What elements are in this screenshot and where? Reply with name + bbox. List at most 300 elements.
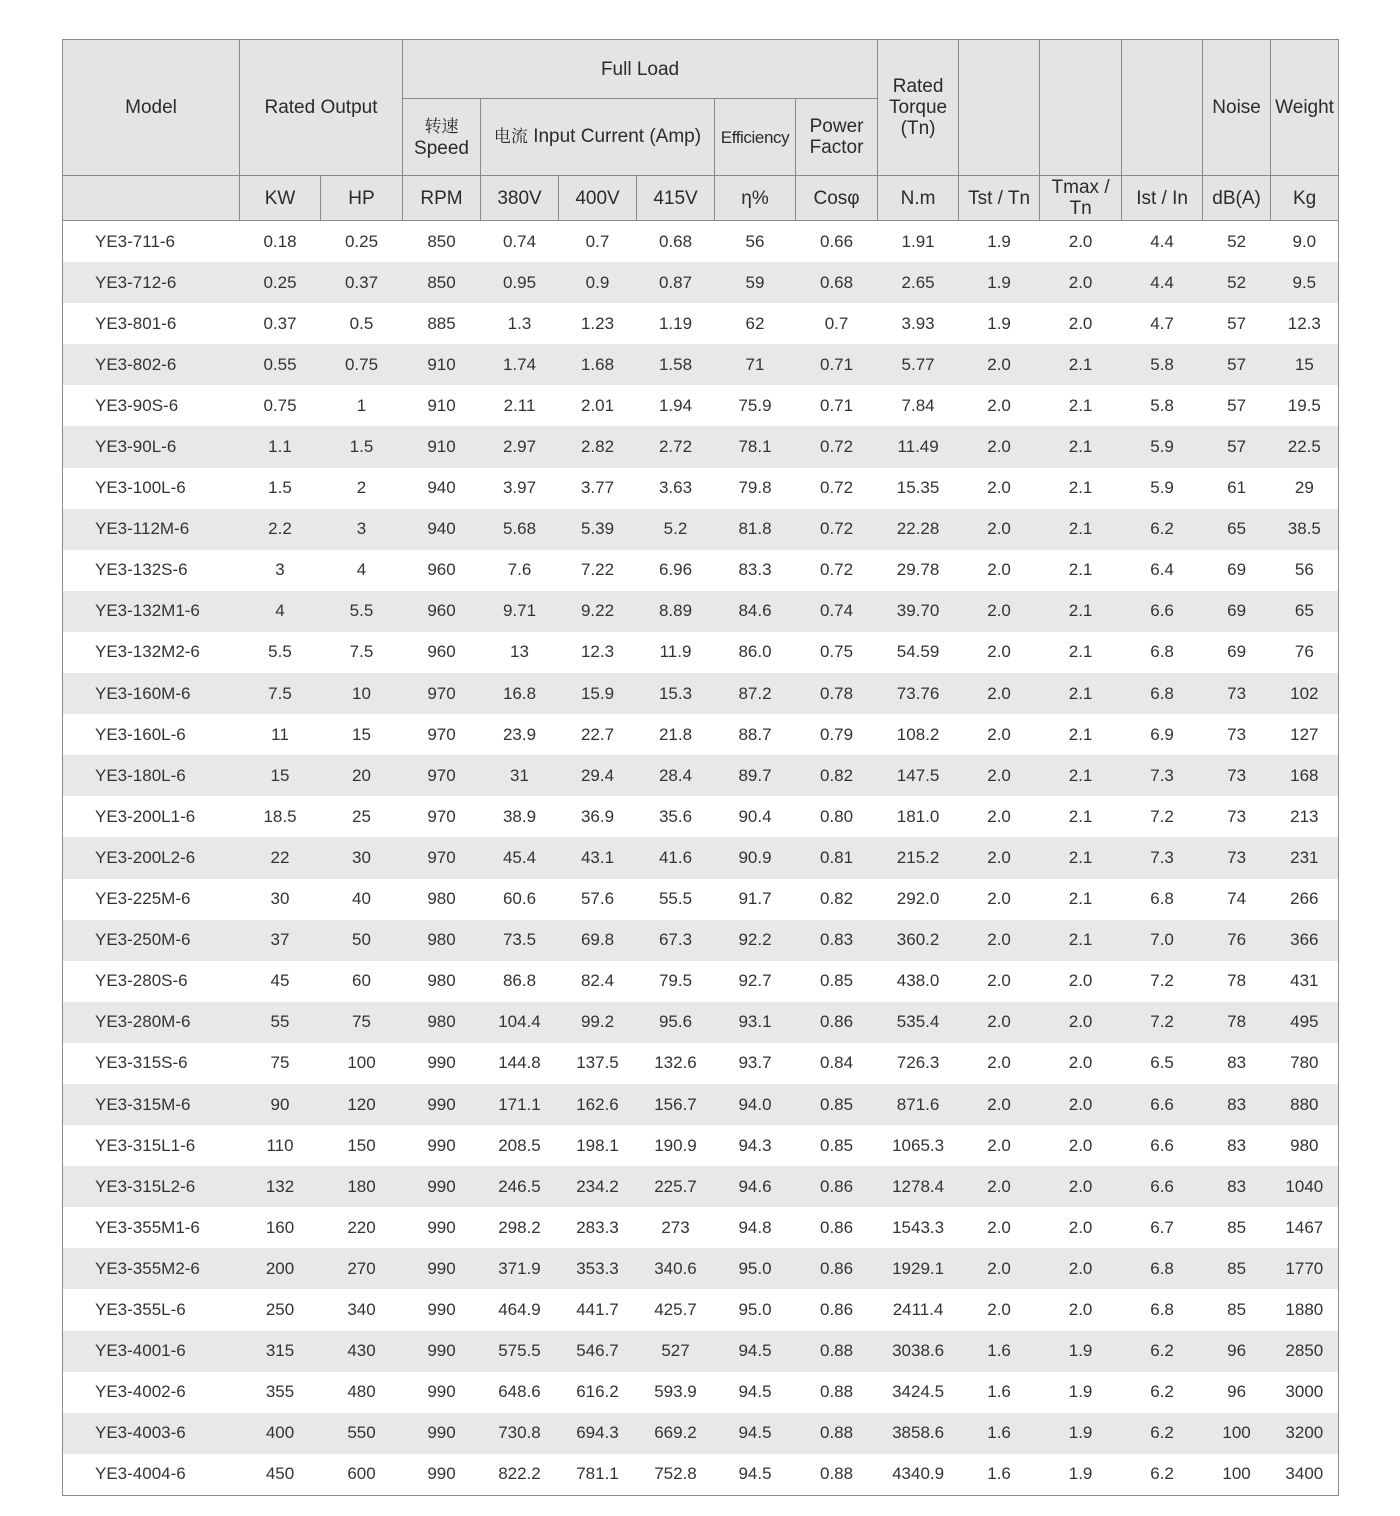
cell-model: YE3-132M1-6 bbox=[63, 591, 240, 632]
cell-current-400v: 441.7 bbox=[559, 1289, 637, 1330]
cell-rated-torque: 108.2 bbox=[878, 714, 959, 755]
header-blank-tst bbox=[959, 40, 1040, 176]
cell-efficiency: 86.0 bbox=[715, 632, 796, 673]
cell-current-380v: 0.95 bbox=[481, 262, 559, 303]
cell-noise: 73 bbox=[1203, 796, 1271, 837]
cell-kw: 315 bbox=[240, 1331, 321, 1372]
table-row bbox=[63, 221, 1339, 263]
cell-efficiency: 56 bbox=[715, 221, 796, 263]
unit-380v: 380V bbox=[481, 176, 559, 221]
cell-hp: 1.5 bbox=[321, 426, 403, 467]
cell-model: YE3-280M-6 bbox=[63, 1002, 240, 1043]
cell-rpm: 970 bbox=[403, 673, 481, 714]
cell-kw: 5.5 bbox=[240, 632, 321, 673]
cell-current-380v: 31 bbox=[481, 755, 559, 796]
unit-ist-in: Ist / In bbox=[1122, 176, 1203, 221]
cell-weight: 980 bbox=[1271, 1125, 1339, 1166]
header-blank-ist bbox=[1122, 40, 1203, 176]
table-row bbox=[63, 1043, 1339, 1084]
cell-weight: 168 bbox=[1271, 755, 1339, 796]
cell-power-factor: 0.86 bbox=[796, 1207, 878, 1248]
cell-tst-tn: 2.0 bbox=[959, 632, 1040, 673]
table-row bbox=[63, 1248, 1339, 1289]
cell-rpm: 990 bbox=[403, 1372, 481, 1413]
cell-hp: 0.5 bbox=[321, 303, 403, 344]
cell-current-400v: 1.23 bbox=[559, 303, 637, 344]
cell-rated-torque: 181.0 bbox=[878, 796, 959, 837]
cell-noise: 83 bbox=[1203, 1084, 1271, 1125]
cell-current-400v: 0.9 bbox=[559, 262, 637, 303]
table-row bbox=[63, 1125, 1339, 1166]
table-row bbox=[63, 468, 1339, 509]
cell-current-415v: 35.6 bbox=[637, 796, 715, 837]
cell-rpm: 990 bbox=[403, 1043, 481, 1084]
unit-rpm: RPM bbox=[403, 176, 481, 221]
cell-tmax-tn: 2.1 bbox=[1040, 920, 1122, 961]
cell-hp: 340 bbox=[321, 1289, 403, 1330]
table-row bbox=[63, 262, 1339, 303]
table-row bbox=[63, 1454, 1339, 1496]
header-model: Model bbox=[63, 40, 240, 176]
cell-tmax-tn: 2.1 bbox=[1040, 632, 1122, 673]
cell-rpm: 970 bbox=[403, 755, 481, 796]
cell-weight: 266 bbox=[1271, 879, 1339, 920]
table-row bbox=[63, 344, 1339, 385]
cell-current-380v: 104.4 bbox=[481, 1002, 559, 1043]
cell-power-factor: 0.88 bbox=[796, 1454, 878, 1496]
table-row bbox=[63, 632, 1339, 673]
cell-power-factor: 0.71 bbox=[796, 344, 878, 385]
cell-ist-in: 6.4 bbox=[1122, 550, 1203, 591]
cell-noise: 73 bbox=[1203, 837, 1271, 878]
cell-current-380v: 822.2 bbox=[481, 1454, 559, 1496]
cell-tmax-tn: 2.0 bbox=[1040, 221, 1122, 263]
cell-current-380v: 7.6 bbox=[481, 550, 559, 591]
cell-tst-tn: 1.6 bbox=[959, 1413, 1040, 1454]
cell-current-400v: 781.1 bbox=[559, 1454, 637, 1496]
cell-model: YE3-355M2-6 bbox=[63, 1248, 240, 1289]
cell-tmax-tn: 2.0 bbox=[1040, 1084, 1122, 1125]
cell-current-415v: 190.9 bbox=[637, 1125, 715, 1166]
cell-hp: 75 bbox=[321, 1002, 403, 1043]
cell-tmax-tn: 2.0 bbox=[1040, 1002, 1122, 1043]
header-full-load: Full Load bbox=[403, 40, 878, 99]
header-efficiency: Efficiency bbox=[715, 99, 796, 176]
cell-model: YE3-160L-6 bbox=[63, 714, 240, 755]
cell-model: YE3-315M-6 bbox=[63, 1084, 240, 1125]
cell-current-380v: 246.5 bbox=[481, 1166, 559, 1207]
cell-tst-tn: 2.0 bbox=[959, 879, 1040, 920]
cell-current-415v: 28.4 bbox=[637, 755, 715, 796]
header-power-factor bbox=[796, 99, 878, 176]
motor-spec-table bbox=[62, 39, 1339, 1496]
cell-model: YE3-315L1-6 bbox=[63, 1125, 240, 1166]
table-row bbox=[63, 1084, 1339, 1125]
cell-efficiency: 94.5 bbox=[715, 1331, 796, 1372]
cell-weight: 9.0 bbox=[1271, 221, 1339, 263]
table-row bbox=[63, 591, 1339, 632]
cell-current-400v: 57.6 bbox=[559, 879, 637, 920]
cell-rpm: 910 bbox=[403, 344, 481, 385]
cell-weight: 1040 bbox=[1271, 1166, 1339, 1207]
cell-current-415v: 0.87 bbox=[637, 262, 715, 303]
table-row bbox=[63, 1166, 1339, 1207]
cell-kw: 450 bbox=[240, 1454, 321, 1496]
cell-tmax-tn: 1.9 bbox=[1040, 1454, 1122, 1496]
table-row bbox=[63, 1289, 1339, 1330]
cell-current-400v: 546.7 bbox=[559, 1331, 637, 1372]
cell-rpm: 960 bbox=[403, 591, 481, 632]
cell-kw: 11 bbox=[240, 714, 321, 755]
cell-hp: 120 bbox=[321, 1084, 403, 1125]
cell-current-415v: 41.6 bbox=[637, 837, 715, 878]
cell-current-380v: 3.97 bbox=[481, 468, 559, 509]
cell-efficiency: 92.2 bbox=[715, 920, 796, 961]
cell-rpm: 980 bbox=[403, 961, 481, 1002]
cell-tst-tn: 2.0 bbox=[959, 1248, 1040, 1289]
table-row bbox=[63, 714, 1339, 755]
cell-model: YE3-112M-6 bbox=[63, 509, 240, 550]
cell-tst-tn: 2.0 bbox=[959, 1289, 1040, 1330]
cell-power-factor: 0.82 bbox=[796, 879, 878, 920]
cell-tst-tn: 2.0 bbox=[959, 714, 1040, 755]
cell-noise: 83 bbox=[1203, 1125, 1271, 1166]
cell-ist-in: 6.2 bbox=[1122, 1372, 1203, 1413]
cell-rated-torque: 54.59 bbox=[878, 632, 959, 673]
cell-hp: 7.5 bbox=[321, 632, 403, 673]
cell-hp: 30 bbox=[321, 837, 403, 878]
table-row bbox=[63, 796, 1339, 837]
cell-kw: 22 bbox=[240, 837, 321, 878]
cell-rpm: 990 bbox=[403, 1413, 481, 1454]
cell-tst-tn: 1.9 bbox=[959, 262, 1040, 303]
cell-efficiency: 89.7 bbox=[715, 755, 796, 796]
cell-model: YE3-280S-6 bbox=[63, 961, 240, 1002]
header-weight: Weight bbox=[1271, 40, 1339, 176]
cell-model: YE3-132M2-6 bbox=[63, 632, 240, 673]
cell-kw: 200 bbox=[240, 1248, 321, 1289]
cell-current-400v: 137.5 bbox=[559, 1043, 637, 1084]
cell-power-factor: 0.84 bbox=[796, 1043, 878, 1084]
cell-current-415v: 15.3 bbox=[637, 673, 715, 714]
cell-ist-in: 6.6 bbox=[1122, 1125, 1203, 1166]
cell-model: YE3-200L2-6 bbox=[63, 837, 240, 878]
cell-ist-in: 7.3 bbox=[1122, 837, 1203, 878]
cell-hp: 100 bbox=[321, 1043, 403, 1084]
cell-rated-torque: 5.77 bbox=[878, 344, 959, 385]
cell-efficiency: 83.3 bbox=[715, 550, 796, 591]
header-input-current bbox=[481, 99, 715, 176]
cell-rpm: 990 bbox=[403, 1289, 481, 1330]
cell-tst-tn: 1.6 bbox=[959, 1454, 1040, 1496]
cell-tst-tn: 2.0 bbox=[959, 920, 1040, 961]
cell-model: YE3-4001-6 bbox=[63, 1331, 240, 1372]
cell-rpm: 960 bbox=[403, 550, 481, 591]
cell-power-factor: 0.86 bbox=[796, 1002, 878, 1043]
cell-tmax-tn: 2.0 bbox=[1040, 1043, 1122, 1084]
cell-tst-tn: 2.0 bbox=[959, 1125, 1040, 1166]
cell-ist-in: 6.5 bbox=[1122, 1043, 1203, 1084]
table-row bbox=[63, 673, 1339, 714]
cell-noise: 61 bbox=[1203, 468, 1271, 509]
cell-power-factor: 0.75 bbox=[796, 632, 878, 673]
cell-tmax-tn: 2.0 bbox=[1040, 961, 1122, 1002]
cell-weight: 65 bbox=[1271, 591, 1339, 632]
cell-current-415v: 6.96 bbox=[637, 550, 715, 591]
cell-efficiency: 87.2 bbox=[715, 673, 796, 714]
cell-rpm: 970 bbox=[403, 837, 481, 878]
cell-power-factor: 0.88 bbox=[796, 1413, 878, 1454]
cell-kw: 355 bbox=[240, 1372, 321, 1413]
cell-rpm: 980 bbox=[403, 920, 481, 961]
table-row bbox=[63, 755, 1339, 796]
cell-ist-in: 6.2 bbox=[1122, 1454, 1203, 1496]
cell-tst-tn: 1.6 bbox=[959, 1331, 1040, 1372]
cell-current-400v: 0.7 bbox=[559, 221, 637, 263]
cell-ist-in: 6.8 bbox=[1122, 632, 1203, 673]
cell-hp: 0.75 bbox=[321, 344, 403, 385]
cell-power-factor: 0.72 bbox=[796, 468, 878, 509]
cell-kw: 75 bbox=[240, 1043, 321, 1084]
cell-ist-in: 5.9 bbox=[1122, 426, 1203, 467]
cell-weight: 102 bbox=[1271, 673, 1339, 714]
cell-kw: 18.5 bbox=[240, 796, 321, 837]
cell-kw: 160 bbox=[240, 1207, 321, 1248]
cell-current-400v: 5.39 bbox=[559, 509, 637, 550]
cell-rated-torque: 726.3 bbox=[878, 1043, 959, 1084]
header-current-en: Input Current (Amp) bbox=[533, 126, 702, 147]
cell-current-400v: 22.7 bbox=[559, 714, 637, 755]
cell-rated-torque: 1929.1 bbox=[878, 1248, 959, 1289]
cell-weight: 431 bbox=[1271, 961, 1339, 1002]
cell-power-factor: 0.85 bbox=[796, 1125, 878, 1166]
cell-noise: 52 bbox=[1203, 221, 1271, 263]
cell-rated-torque: 215.2 bbox=[878, 837, 959, 878]
unit-hp: HP bbox=[321, 176, 403, 221]
cell-rpm: 990 bbox=[403, 1454, 481, 1496]
cell-ist-in: 6.6 bbox=[1122, 1166, 1203, 1207]
cell-current-380v: 86.8 bbox=[481, 961, 559, 1002]
header-rated-torque bbox=[878, 40, 959, 176]
table-body bbox=[63, 221, 1339, 1496]
cell-tst-tn: 2.0 bbox=[959, 961, 1040, 1002]
cell-efficiency: 84.6 bbox=[715, 591, 796, 632]
cell-tmax-tn: 2.1 bbox=[1040, 755, 1122, 796]
cell-rated-torque: 11.49 bbox=[878, 426, 959, 467]
cell-kw: 4 bbox=[240, 591, 321, 632]
cell-rpm: 990 bbox=[403, 1084, 481, 1125]
cell-model: YE3-4002-6 bbox=[63, 1372, 240, 1413]
cell-rated-torque: 3424.5 bbox=[878, 1372, 959, 1413]
table-row bbox=[63, 385, 1339, 426]
cell-power-factor: 0.72 bbox=[796, 509, 878, 550]
cell-model: YE3-315S-6 bbox=[63, 1043, 240, 1084]
unit-dba: dB(A) bbox=[1203, 176, 1271, 221]
cell-kw: 55 bbox=[240, 1002, 321, 1043]
table-row bbox=[63, 837, 1339, 878]
table-row bbox=[63, 879, 1339, 920]
cell-current-380v: 73.5 bbox=[481, 920, 559, 961]
cell-rpm: 980 bbox=[403, 1002, 481, 1043]
cell-noise: 78 bbox=[1203, 961, 1271, 1002]
cell-noise: 96 bbox=[1203, 1372, 1271, 1413]
cell-efficiency: 94.3 bbox=[715, 1125, 796, 1166]
header-rated-torque-line2: Torque bbox=[889, 97, 948, 118]
cell-noise: 83 bbox=[1203, 1043, 1271, 1084]
cell-ist-in: 6.2 bbox=[1122, 1413, 1203, 1454]
cell-hp: 4 bbox=[321, 550, 403, 591]
cell-rpm: 970 bbox=[403, 796, 481, 837]
cell-rpm: 850 bbox=[403, 221, 481, 263]
cell-current-380v: 0.74 bbox=[481, 221, 559, 263]
unit-400v: 400V bbox=[559, 176, 637, 221]
cell-tst-tn: 2.0 bbox=[959, 673, 1040, 714]
cell-weight: 15 bbox=[1271, 344, 1339, 385]
cell-model: YE3-4003-6 bbox=[63, 1413, 240, 1454]
cell-tmax-tn: 2.1 bbox=[1040, 591, 1122, 632]
table-header bbox=[63, 40, 1339, 221]
unit-nm: N.m bbox=[878, 176, 959, 221]
cell-tst-tn: 2.0 bbox=[959, 426, 1040, 467]
cell-model: YE3-355M1-6 bbox=[63, 1207, 240, 1248]
cell-noise: 57 bbox=[1203, 344, 1271, 385]
table-row bbox=[63, 1002, 1339, 1043]
cell-weight: 366 bbox=[1271, 920, 1339, 961]
cell-rated-torque: 1278.4 bbox=[878, 1166, 959, 1207]
cell-kw: 400 bbox=[240, 1413, 321, 1454]
cell-weight: 1770 bbox=[1271, 1248, 1339, 1289]
cell-kw: 2.2 bbox=[240, 509, 321, 550]
cell-efficiency: 93.1 bbox=[715, 1002, 796, 1043]
cell-weight: 1467 bbox=[1271, 1207, 1339, 1248]
cell-tst-tn: 2.0 bbox=[959, 1207, 1040, 1248]
cell-tmax-tn: 1.9 bbox=[1040, 1372, 1122, 1413]
cell-tst-tn: 1.9 bbox=[959, 303, 1040, 344]
cell-tmax-tn: 2.0 bbox=[1040, 1166, 1122, 1207]
cell-current-415v: 95.6 bbox=[637, 1002, 715, 1043]
cell-current-415v: 1.58 bbox=[637, 344, 715, 385]
cell-rpm: 940 bbox=[403, 468, 481, 509]
cell-weight: 780 bbox=[1271, 1043, 1339, 1084]
cell-weight: 127 bbox=[1271, 714, 1339, 755]
cell-model: YE3-160M-6 bbox=[63, 673, 240, 714]
cell-efficiency: 75.9 bbox=[715, 385, 796, 426]
unit-cos-phi: Cosφ bbox=[796, 176, 878, 221]
cell-efficiency: 94.6 bbox=[715, 1166, 796, 1207]
cell-hp: 2 bbox=[321, 468, 403, 509]
cell-ist-in: 5.8 bbox=[1122, 385, 1203, 426]
cell-tmax-tn: 2.1 bbox=[1040, 550, 1122, 591]
cell-power-factor: 0.86 bbox=[796, 1248, 878, 1289]
cell-tst-tn: 2.0 bbox=[959, 1166, 1040, 1207]
cell-tst-tn: 2.0 bbox=[959, 796, 1040, 837]
cell-power-factor: 0.71 bbox=[796, 385, 878, 426]
cell-ist-in: 6.2 bbox=[1122, 1331, 1203, 1372]
header-rated-torque-line1: Rated bbox=[892, 76, 944, 97]
header-rated-output: Rated Output bbox=[240, 40, 403, 176]
cell-kw: 3 bbox=[240, 550, 321, 591]
header-speed bbox=[403, 99, 481, 176]
cell-current-400v: 12.3 bbox=[559, 632, 637, 673]
cell-current-415v: 11.9 bbox=[637, 632, 715, 673]
cell-current-415v: 752.8 bbox=[637, 1454, 715, 1496]
cell-efficiency: 92.7 bbox=[715, 961, 796, 1002]
cell-noise: 85 bbox=[1203, 1248, 1271, 1289]
cell-current-380v: 13 bbox=[481, 632, 559, 673]
cell-current-380v: 298.2 bbox=[481, 1207, 559, 1248]
cell-current-380v: 208.5 bbox=[481, 1125, 559, 1166]
cell-weight: 231 bbox=[1271, 837, 1339, 878]
cell-current-400v: 9.22 bbox=[559, 591, 637, 632]
cell-tmax-tn: 2.1 bbox=[1040, 796, 1122, 837]
cell-rpm: 940 bbox=[403, 509, 481, 550]
cell-tst-tn: 2.0 bbox=[959, 1043, 1040, 1084]
cell-current-400v: 198.1 bbox=[559, 1125, 637, 1166]
cell-rated-torque: 360.2 bbox=[878, 920, 959, 961]
cell-current-380v: 1.74 bbox=[481, 344, 559, 385]
cell-current-415v: 2.72 bbox=[637, 426, 715, 467]
cell-weight: 495 bbox=[1271, 1002, 1339, 1043]
cell-tmax-tn: 2.1 bbox=[1040, 468, 1122, 509]
cell-noise: 96 bbox=[1203, 1331, 1271, 1372]
cell-ist-in: 7.2 bbox=[1122, 961, 1203, 1002]
cell-power-factor: 0.78 bbox=[796, 673, 878, 714]
cell-current-380v: 2.11 bbox=[481, 385, 559, 426]
cell-rated-torque: 15.35 bbox=[878, 468, 959, 509]
cell-rated-torque: 871.6 bbox=[878, 1084, 959, 1125]
cell-weight: 3000 bbox=[1271, 1372, 1339, 1413]
cell-efficiency: 93.7 bbox=[715, 1043, 796, 1084]
cell-rpm: 970 bbox=[403, 714, 481, 755]
cell-rpm: 990 bbox=[403, 1331, 481, 1372]
cell-model: YE3-132S-6 bbox=[63, 550, 240, 591]
cell-current-415v: 5.2 bbox=[637, 509, 715, 550]
cell-current-380v: 144.8 bbox=[481, 1043, 559, 1084]
cell-noise: 100 bbox=[1203, 1454, 1271, 1496]
cell-rpm: 960 bbox=[403, 632, 481, 673]
cell-tmax-tn: 1.9 bbox=[1040, 1331, 1122, 1372]
cell-current-415v: 1.19 bbox=[637, 303, 715, 344]
cell-current-400v: 616.2 bbox=[559, 1372, 637, 1413]
cell-current-415v: 8.89 bbox=[637, 591, 715, 632]
cell-power-factor: 0.72 bbox=[796, 550, 878, 591]
cell-tst-tn: 2.0 bbox=[959, 550, 1040, 591]
cell-tmax-tn: 2.0 bbox=[1040, 303, 1122, 344]
cell-ist-in: 6.9 bbox=[1122, 714, 1203, 755]
cell-tmax-tn: 2.1 bbox=[1040, 714, 1122, 755]
cell-hp: 25 bbox=[321, 796, 403, 837]
header-unit-blank bbox=[63, 176, 240, 221]
cell-tst-tn: 2.0 bbox=[959, 1002, 1040, 1043]
cell-kw: 1.1 bbox=[240, 426, 321, 467]
cell-efficiency: 94.5 bbox=[715, 1454, 796, 1496]
cell-noise: 69 bbox=[1203, 591, 1271, 632]
cell-ist-in: 7.0 bbox=[1122, 920, 1203, 961]
cell-kw: 0.55 bbox=[240, 344, 321, 385]
cell-current-415v: 156.7 bbox=[637, 1084, 715, 1125]
cell-efficiency: 88.7 bbox=[715, 714, 796, 755]
cell-hp: 430 bbox=[321, 1331, 403, 1372]
cell-rpm: 990 bbox=[403, 1207, 481, 1248]
unit-kg: Kg bbox=[1271, 176, 1339, 221]
cell-efficiency: 78.1 bbox=[715, 426, 796, 467]
cell-current-380v: 9.71 bbox=[481, 591, 559, 632]
header-noise: Noise bbox=[1203, 40, 1271, 176]
cell-hp: 10 bbox=[321, 673, 403, 714]
cell-model: YE3-90S-6 bbox=[63, 385, 240, 426]
cell-current-415v: 132.6 bbox=[637, 1043, 715, 1084]
cell-rpm: 990 bbox=[403, 1166, 481, 1207]
